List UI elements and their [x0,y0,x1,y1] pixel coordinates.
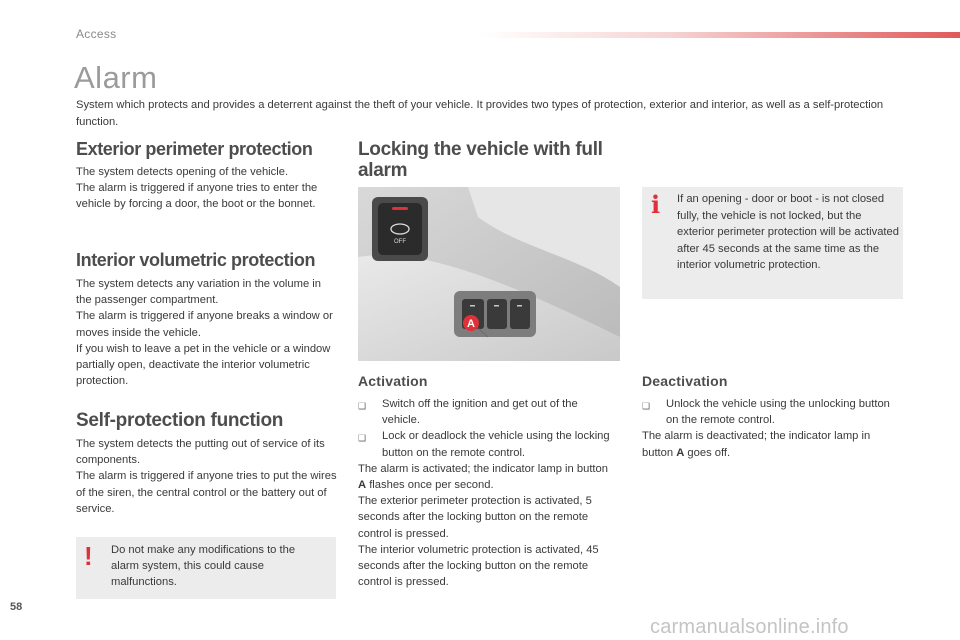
button-ref: A [358,479,367,492]
info-text: If an opening - door or boot - is not closed fully, the vehicle is not locked, but the exterior perimeter protection will be activated after 45 seconds at the same time as the interior volumetric protection. [677,193,899,271]
text: flashes once per second. [366,479,494,492]
off-label: OFF [394,239,406,245]
activation-heading: Activation [358,373,428,389]
text: The alarm is activated; the indicator lamp in button [358,462,608,475]
paragraph: If you wish to leave a pet in the vehicle or a window partially open, deactivate the interior volumetric protection. [76,342,331,388]
warning-icon: ! [84,541,93,571]
exterior-protection-heading: Exterior perimeter protection [76,139,313,159]
bullet-icon: ❑ [358,433,367,444]
watermark: carmanualsonline.info [650,616,849,638]
bullet-icon: ❑ [642,401,651,411]
list-item [642,396,902,428]
paragraph [358,461,613,493]
paragraph [642,428,902,460]
dashboard-illustration [358,187,620,361]
bullet-icon: ❑ [358,401,367,411]
button-ref: A [676,446,685,459]
paragraph: The exterior perimeter protection is activated, 5 seconds after the locking button on the remote control is pressed. [358,495,592,540]
self-protection-text [76,436,338,517]
intro-paragraph: System which protects and provides a deterrent against the theft of your vehicle. It provides two types of protection, exterior and interior, as well as a self-protection function. [76,99,884,128]
text: goes off. [684,446,731,459]
header-accent-bar [480,32,960,38]
info-icon: i [651,190,661,219]
interior-protection-heading: Interior volumetric protection [76,250,316,270]
page-number: 58 [10,601,23,613]
list-item-text: Lock or deadlock the vehicle using the locking button on the remote control. [382,430,610,459]
paragraph: The alarm is triggered if anyone tries to put the wires of the siren, the central control or the battery out of service. [76,470,337,515]
list-item [358,396,613,428]
exterior-protection-text [76,164,338,213]
list-item-text: Switch off the ignition and get out of the vehicle. [382,398,578,427]
paragraph: The system detects any variation in the volume in the passenger compartment. [76,278,321,307]
paragraph: The interior volumetric protection is activated, 45 seconds after the locking button on the remote control is pressed. [358,543,599,589]
warning-text: Do not make any modifications to the alarm system, this could cause malfunctions. [111,544,296,589]
callout-a-label: A [467,318,475,330]
locking-heading: Locking the vehicle with full alarm [358,139,603,181]
activation-text [358,396,613,590]
paragraph: The alarm is triggered if anyone breaks a window or moves inside the vehicle. [76,310,333,339]
interior-protection-text [76,276,338,389]
section-label: Access [76,27,117,41]
text: The alarm is deactivated; the indicator lamp in button [642,430,871,459]
alarm-button-photo [358,187,620,361]
deactivation-text [642,396,902,461]
paragraph: The system detects opening of the vehicle. [76,166,289,178]
self-protection-heading: Self-protection function [76,410,284,431]
page-title: Alarm [74,60,158,95]
paragraph: The system detects the putting out of service of its components. [76,438,325,467]
paragraph: The alarm is triggered if anyone tries to enter the vehicle by forcing a door, the boot or the bonnet. [76,182,318,211]
indicator-lamp [392,207,408,210]
list-item-text: Unlock the vehicle using the unlocking button on the remote control. [666,398,890,427]
list-item [358,428,613,460]
deactivation-heading: Deactivation [642,373,728,389]
